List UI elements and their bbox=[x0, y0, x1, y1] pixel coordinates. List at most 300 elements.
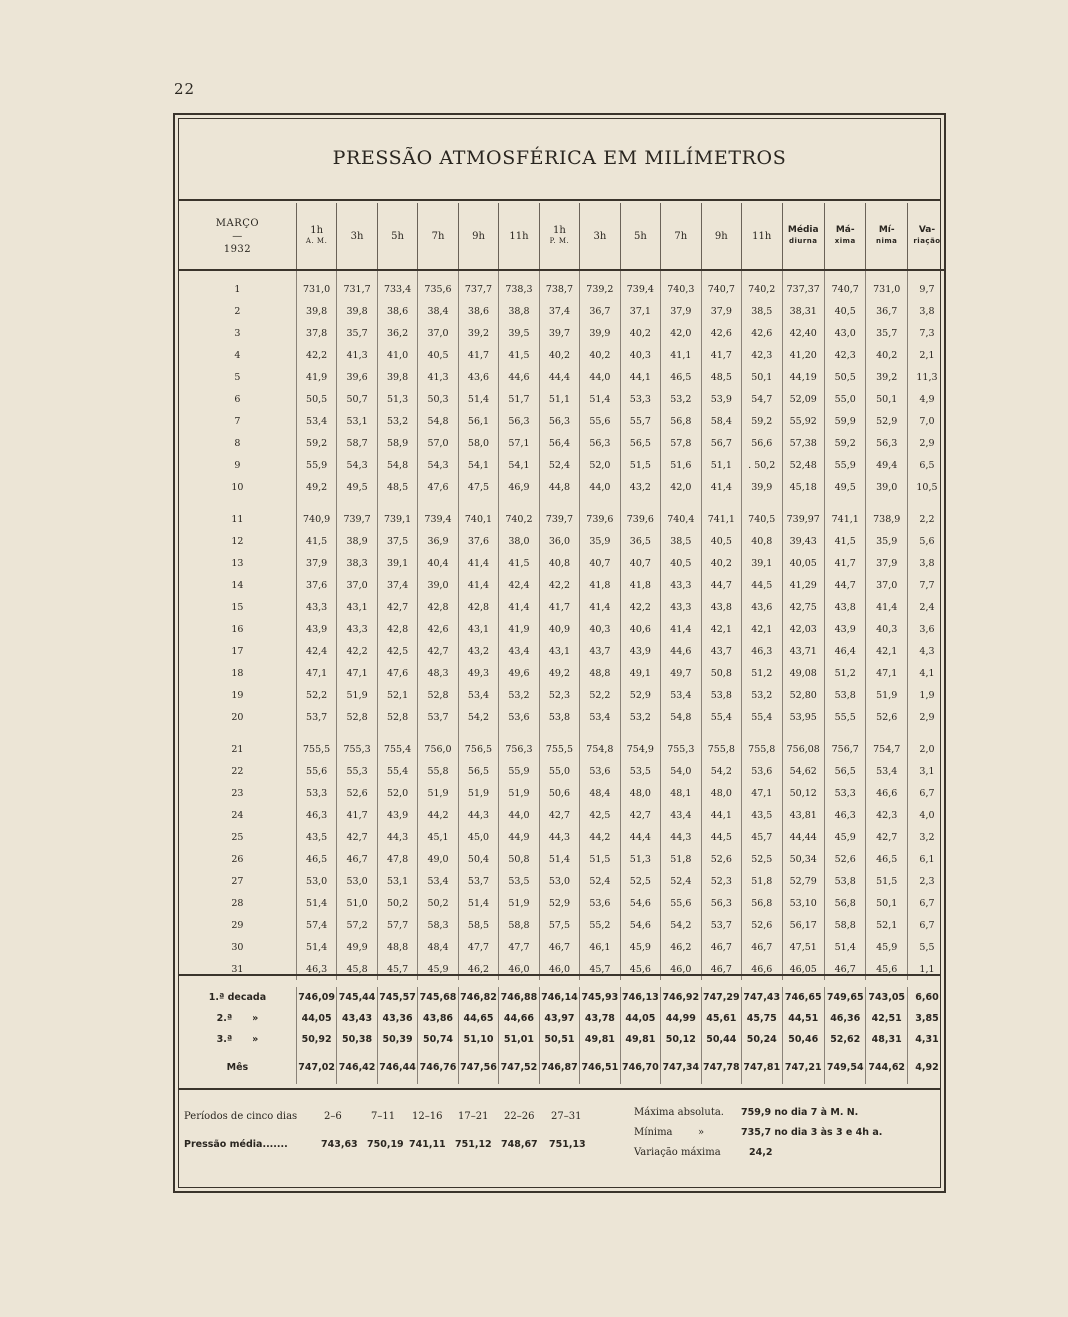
table-cell: 756,7 bbox=[824, 738, 865, 760]
table-cell: 50,1 bbox=[866, 892, 907, 914]
day-cell: 1 bbox=[234, 283, 241, 295]
column-header bbox=[620, 203, 660, 270]
table-cell: 39,0 bbox=[866, 476, 907, 498]
table-cell: 52,0 bbox=[377, 782, 417, 804]
table-cell: 44,44 bbox=[782, 826, 824, 848]
table-cell: 51,2 bbox=[742, 662, 782, 684]
table-row bbox=[179, 476, 946, 498]
spacer-cell bbox=[539, 728, 579, 738]
table-cell: 58,3 bbox=[418, 914, 458, 936]
summary-table bbox=[179, 987, 946, 1084]
table-cell: 53,4 bbox=[580, 706, 620, 728]
table-cell: 50,12 bbox=[782, 782, 824, 804]
day-cell: 15 bbox=[231, 601, 244, 613]
table-cell: 52,6 bbox=[742, 914, 782, 936]
table-cell: 2,3 bbox=[907, 870, 946, 892]
day-cell: 13 bbox=[231, 557, 244, 569]
summary-cell: 50,39 bbox=[377, 1029, 417, 1050]
spacer-cell bbox=[499, 270, 539, 278]
table-cell: 46,7 bbox=[701, 936, 741, 958]
table-cell: 754,8 bbox=[580, 738, 620, 760]
table-cell: 37,6 bbox=[296, 574, 336, 596]
spacer-cell bbox=[742, 270, 782, 278]
table-cell: 41,1 bbox=[661, 344, 701, 366]
table-row bbox=[179, 684, 946, 706]
table-cell: 54,1 bbox=[458, 454, 498, 476]
table-cell: 740,1 bbox=[458, 508, 498, 530]
table-cell: 50,5 bbox=[824, 366, 865, 388]
table-cell: 51,9 bbox=[337, 684, 377, 706]
table-cell: 51,0 bbox=[337, 892, 377, 914]
summary-cell: 746,14 bbox=[539, 987, 579, 1008]
table-cell: 43,9 bbox=[296, 618, 336, 640]
decade-summary-row bbox=[179, 1029, 946, 1050]
day-cell: 6 bbox=[234, 393, 241, 405]
table-cell: 57,4 bbox=[296, 914, 336, 936]
spacer-cell bbox=[580, 728, 620, 738]
spacer-cell bbox=[866, 498, 907, 508]
day-cell: 4 bbox=[234, 349, 241, 361]
table-cell: 59,2 bbox=[296, 432, 336, 454]
table-cell: 39,9 bbox=[742, 476, 782, 498]
column-header bbox=[824, 203, 865, 270]
column-header-sub: riação bbox=[913, 237, 941, 245]
column-header bbox=[377, 203, 417, 270]
table-cell: 52,9 bbox=[866, 410, 907, 432]
summary-cell: 746,65 bbox=[782, 987, 824, 1008]
table-cell: 40,2 bbox=[539, 344, 579, 366]
day-cell: 28 bbox=[231, 897, 244, 909]
day-cell: 18 bbox=[231, 667, 244, 679]
table-cell: 48,3 bbox=[418, 662, 458, 684]
summary-cell: 42,51 bbox=[866, 1008, 907, 1029]
table-cell: 42,6 bbox=[701, 322, 741, 344]
table-cell: 59,2 bbox=[742, 410, 782, 432]
max-abs-label: Máxima absoluta. bbox=[634, 1107, 724, 1118]
table-row bbox=[179, 936, 946, 958]
table-cell: 45,9 bbox=[824, 826, 865, 848]
day-cell: 19 bbox=[231, 689, 244, 701]
table-cell: 44,5 bbox=[701, 826, 741, 848]
table-cell: 43,1 bbox=[458, 618, 498, 640]
day-cell: 26 bbox=[231, 853, 244, 865]
table-cell: 42,4 bbox=[499, 574, 539, 596]
column-header-sub: A. M. bbox=[305, 237, 328, 245]
table-cell: 37,9 bbox=[866, 552, 907, 574]
table-cell: 739,6 bbox=[580, 508, 620, 530]
table-cell: 42,8 bbox=[458, 596, 498, 618]
table-cell: 46,05 bbox=[782, 958, 824, 980]
table-cell: 42,7 bbox=[866, 826, 907, 848]
table-cell: 53,8 bbox=[824, 684, 865, 706]
table-cell: 39,9 bbox=[580, 322, 620, 344]
table-cell: 44,0 bbox=[499, 804, 539, 826]
table-cell: 41,5 bbox=[824, 530, 865, 552]
table-cell: 51,4 bbox=[458, 892, 498, 914]
table-row bbox=[179, 322, 946, 344]
table-cell: 37,4 bbox=[539, 300, 579, 322]
decade-summary-row bbox=[179, 1008, 946, 1029]
table-cell: 44,3 bbox=[458, 804, 498, 826]
table-cell: 36,0 bbox=[539, 530, 579, 552]
column-header-label: 11h bbox=[509, 230, 529, 242]
summary-cell: 747,78 bbox=[701, 1050, 741, 1084]
table-cell: 40,3 bbox=[620, 344, 660, 366]
table-cell: 40,3 bbox=[866, 618, 907, 640]
table-cell: 46,7 bbox=[824, 958, 865, 980]
table-cell: 42,3 bbox=[742, 344, 782, 366]
table-cell: 51,4 bbox=[824, 936, 865, 958]
table-cell: 55,4 bbox=[742, 706, 782, 728]
table-cell: 55,2 bbox=[580, 914, 620, 936]
column-header-sub: diurna bbox=[788, 237, 818, 245]
table-cell: 38,4 bbox=[418, 300, 458, 322]
table-cell: 53,6 bbox=[580, 760, 620, 782]
table-cell: 41,5 bbox=[499, 552, 539, 574]
table-cell: 41,3 bbox=[418, 366, 458, 388]
table-cell: 48,1 bbox=[661, 782, 701, 804]
table-cell: 38,6 bbox=[458, 300, 498, 322]
table-cell: 43,3 bbox=[296, 596, 336, 618]
table-cell: 51,2 bbox=[824, 662, 865, 684]
table-cell: 43,6 bbox=[742, 596, 782, 618]
table-cell: 40,5 bbox=[824, 300, 865, 322]
table-cell: 46,2 bbox=[458, 958, 498, 980]
table-row bbox=[179, 826, 946, 848]
max-abs-value: 759,9 no dia 7 à M. N. bbox=[741, 1107, 859, 1118]
column-header bbox=[296, 203, 336, 270]
table-cell: 46,5 bbox=[866, 848, 907, 870]
table-cell: 51,4 bbox=[296, 892, 336, 914]
spacer-cell bbox=[620, 270, 660, 278]
table-cell: 52,1 bbox=[866, 914, 907, 936]
table-cell: 37,5 bbox=[377, 530, 417, 552]
column-header bbox=[539, 203, 579, 270]
min-label: Mínima » bbox=[634, 1127, 705, 1138]
table-cell: 44,9 bbox=[499, 826, 539, 848]
table-row bbox=[179, 552, 946, 574]
table-cell: 56,5 bbox=[620, 432, 660, 454]
table-cell: 39,43 bbox=[782, 530, 824, 552]
summary-cell: 44,51 bbox=[782, 1008, 824, 1029]
column-header bbox=[782, 203, 824, 270]
table-cell: 40,5 bbox=[418, 344, 458, 366]
table-cell: 47,51 bbox=[782, 936, 824, 958]
spacer-cell bbox=[742, 728, 782, 738]
var-value: 24,2 bbox=[749, 1147, 773, 1158]
pressure-label: Pressão média....... bbox=[184, 1139, 288, 1150]
table-row bbox=[179, 432, 946, 454]
table-cell: 58,4 bbox=[701, 410, 741, 432]
column-header bbox=[337, 203, 377, 270]
table-cell: 51,9 bbox=[418, 782, 458, 804]
summary-cell: 45,61 bbox=[701, 1008, 741, 1029]
column-header bbox=[661, 203, 701, 270]
table-cell: 51,4 bbox=[580, 388, 620, 410]
table-cell: 45,9 bbox=[418, 958, 458, 980]
table-cell: 56,5 bbox=[824, 760, 865, 782]
table-cell: 53,2 bbox=[742, 684, 782, 706]
table-cell: 51,9 bbox=[499, 892, 539, 914]
summary-cell: 747,02 bbox=[296, 1050, 336, 1084]
month-label: MARÇO bbox=[215, 217, 260, 229]
table-cell: 39,5 bbox=[499, 322, 539, 344]
table-cell: 51,4 bbox=[296, 936, 336, 958]
table-cell: 41,29 bbox=[782, 574, 824, 596]
table-cell: 49,2 bbox=[539, 662, 579, 684]
table-cell: 52,6 bbox=[824, 848, 865, 870]
table-cell: 55,8 bbox=[418, 760, 458, 782]
day-cell: 21 bbox=[231, 743, 244, 755]
table-cell: 755,8 bbox=[742, 738, 782, 760]
table-cell: 42,2 bbox=[296, 344, 336, 366]
table-cell: 40,9 bbox=[539, 618, 579, 640]
table-cell: 739,2 bbox=[580, 278, 620, 300]
table-cell: 2,9 bbox=[907, 432, 946, 454]
divider bbox=[179, 974, 940, 976]
spacer-cell bbox=[661, 270, 701, 278]
summary-cell: 747,52 bbox=[499, 1050, 539, 1084]
column-header-label: 9h bbox=[714, 230, 728, 242]
table-cell: 51,3 bbox=[620, 848, 660, 870]
table-frame-inner bbox=[178, 118, 941, 1188]
spacer-cell bbox=[539, 498, 579, 508]
table-cell: 45,9 bbox=[620, 936, 660, 958]
table-cell: 735,6 bbox=[418, 278, 458, 300]
summary-cell: 745,93 bbox=[580, 987, 620, 1008]
table-cell: 43,4 bbox=[499, 640, 539, 662]
table-cell: 42,40 bbox=[782, 322, 824, 344]
spacer-cell bbox=[866, 728, 907, 738]
table-cell: 41,5 bbox=[499, 344, 539, 366]
table-cell: 731,0 bbox=[296, 278, 336, 300]
table-cell: 42,7 bbox=[539, 804, 579, 826]
table-cell: 3,8 bbox=[907, 552, 946, 574]
table-cell: 46,7 bbox=[701, 958, 741, 980]
table-cell: 42,7 bbox=[377, 596, 417, 618]
period-pressure: 748,67 bbox=[501, 1139, 538, 1150]
table-cell: 46,2 bbox=[661, 936, 701, 958]
table-cell: 39,6 bbox=[337, 366, 377, 388]
day-cell: 24 bbox=[231, 809, 244, 821]
table-cell: 56,8 bbox=[661, 410, 701, 432]
summary-cell: 46,36 bbox=[824, 1008, 865, 1029]
table-cell: 35,7 bbox=[337, 322, 377, 344]
table-cell: 41,4 bbox=[866, 596, 907, 618]
table-cell: 51,4 bbox=[539, 848, 579, 870]
table-cell: 52,80 bbox=[782, 684, 824, 706]
spacer-cell bbox=[620, 728, 660, 738]
spacer-cell bbox=[824, 728, 865, 738]
divider bbox=[179, 199, 940, 201]
table-cell: 57,8 bbox=[661, 432, 701, 454]
table-row bbox=[179, 366, 946, 388]
summary-cell: 52,62 bbox=[824, 1029, 865, 1050]
spacer-cell bbox=[580, 270, 620, 278]
table-cell: 43,6 bbox=[458, 366, 498, 388]
summary-cell: 749,65 bbox=[824, 987, 865, 1008]
table-cell: 4,1 bbox=[907, 662, 946, 684]
table-cell: 56,8 bbox=[742, 892, 782, 914]
table-cell: 56,8 bbox=[824, 892, 865, 914]
table-cell: 56,4 bbox=[539, 432, 579, 454]
table-cell: 53,4 bbox=[866, 760, 907, 782]
column-header-sub: P. M. bbox=[549, 237, 570, 245]
table-cell: 739,7 bbox=[337, 508, 377, 530]
table-cell: 55,4 bbox=[377, 760, 417, 782]
table-cell: 51,5 bbox=[866, 870, 907, 892]
day-cell: 8 bbox=[234, 437, 241, 449]
table-cell: 44,2 bbox=[580, 826, 620, 848]
summary-label: 2.ª » bbox=[216, 1013, 259, 1024]
table-cell: 54,6 bbox=[620, 914, 660, 936]
period-range: 12–16 bbox=[412, 1111, 443, 1122]
table-cell: 43,7 bbox=[580, 640, 620, 662]
summary-cell: 43,43 bbox=[337, 1008, 377, 1029]
summary-cell: 45,75 bbox=[742, 1008, 782, 1029]
table-cell: 51,4 bbox=[458, 388, 498, 410]
table-cell: 44,0 bbox=[580, 476, 620, 498]
table-cell: 53,9 bbox=[701, 388, 741, 410]
table-cell: 48,8 bbox=[580, 662, 620, 684]
table-cell: 44,0 bbox=[580, 366, 620, 388]
table-cell: 53,8 bbox=[539, 706, 579, 728]
summary-cell: 6,60 bbox=[907, 987, 946, 1008]
table-cell: 52,48 bbox=[782, 454, 824, 476]
table-cell: 42,03 bbox=[782, 618, 824, 640]
table-cell: 52,6 bbox=[866, 706, 907, 728]
table-cell: 58,0 bbox=[458, 432, 498, 454]
table-cell: 55,92 bbox=[782, 410, 824, 432]
table-cell: 52,8 bbox=[337, 706, 377, 728]
table-cell: 52,2 bbox=[296, 684, 336, 706]
table-cell: 49,6 bbox=[499, 662, 539, 684]
spacer-cell bbox=[499, 728, 539, 738]
table-cell: 45,18 bbox=[782, 476, 824, 498]
table-cell: 53,7 bbox=[458, 870, 498, 892]
table-cell: 43,3 bbox=[661, 574, 701, 596]
table-cell: 41,4 bbox=[458, 574, 498, 596]
table-cell: 39,2 bbox=[458, 322, 498, 344]
summary-body bbox=[179, 987, 946, 1084]
table-cell: 47,7 bbox=[458, 936, 498, 958]
table-cell: 40,8 bbox=[539, 552, 579, 574]
summary-cell: 746,70 bbox=[620, 1050, 660, 1084]
table-cell: 47,1 bbox=[742, 782, 782, 804]
table-cell: 756,3 bbox=[499, 738, 539, 760]
table-cell: 54,3 bbox=[418, 454, 458, 476]
table-cell: 41,4 bbox=[661, 618, 701, 640]
table-cell: 50,6 bbox=[539, 782, 579, 804]
table-cell: 48,5 bbox=[701, 366, 741, 388]
table-cell: 46,6 bbox=[866, 782, 907, 804]
table-cell: 39,1 bbox=[742, 552, 782, 574]
table-cell: 755,4 bbox=[377, 738, 417, 760]
spacer-cell bbox=[742, 498, 782, 508]
table-cell: 43,3 bbox=[337, 618, 377, 640]
column-header-label: 7h bbox=[674, 230, 688, 242]
table-cell: 42,4 bbox=[296, 640, 336, 662]
table-cell: 42,0 bbox=[661, 476, 701, 498]
table-cell: 45,1 bbox=[418, 826, 458, 848]
table-cell: 46,7 bbox=[539, 936, 579, 958]
table-cell: 43,9 bbox=[824, 618, 865, 640]
table-cell: 46,3 bbox=[824, 804, 865, 826]
month-dash: — bbox=[232, 230, 243, 242]
table-cell: 57,7 bbox=[377, 914, 417, 936]
summary-cell: 51,10 bbox=[458, 1029, 498, 1050]
summary-cell: 745,57 bbox=[377, 987, 417, 1008]
table-cell: 52,9 bbox=[620, 684, 660, 706]
table-cell: 3,2 bbox=[907, 826, 946, 848]
table-cell: 739,97 bbox=[782, 508, 824, 530]
table-cell: 50,2 bbox=[377, 892, 417, 914]
spacer-cell bbox=[782, 498, 824, 508]
table-cell: 41,4 bbox=[458, 552, 498, 574]
table-cell: 40,2 bbox=[701, 552, 741, 574]
table-cell: 53,0 bbox=[337, 870, 377, 892]
table-cell: 51,8 bbox=[661, 848, 701, 870]
table-cell: 37,0 bbox=[337, 574, 377, 596]
table-cell: 6,1 bbox=[907, 848, 946, 870]
summary-cell: 747,29 bbox=[701, 987, 741, 1008]
table-cell: 55,3 bbox=[337, 760, 377, 782]
table-header-row bbox=[179, 203, 946, 270]
table-cell: 739,1 bbox=[377, 508, 417, 530]
table-cell: 35,7 bbox=[866, 322, 907, 344]
table-cell: 56,3 bbox=[580, 432, 620, 454]
summary-cell: 746,76 bbox=[418, 1050, 458, 1084]
table-cell: 37,0 bbox=[866, 574, 907, 596]
table-cell: 755,8 bbox=[701, 738, 741, 760]
table-cell: 52,6 bbox=[701, 848, 741, 870]
table-cell: 44,4 bbox=[539, 366, 579, 388]
table-cell: 52,0 bbox=[580, 454, 620, 476]
spacer-cell bbox=[179, 270, 296, 278]
table-cell: 51,1 bbox=[701, 454, 741, 476]
table-cell: 44,6 bbox=[499, 366, 539, 388]
table-cell: 54,62 bbox=[782, 760, 824, 782]
summary-cell: 49,81 bbox=[580, 1029, 620, 1050]
table-cell: 39,8 bbox=[377, 366, 417, 388]
table-cell: 52,3 bbox=[539, 684, 579, 706]
spacer-cell bbox=[866, 270, 907, 278]
summary-cell: 44,05 bbox=[620, 1008, 660, 1029]
table-cell: 44,3 bbox=[661, 826, 701, 848]
table-cell: 11,3 bbox=[907, 366, 946, 388]
table-cell: 738,9 bbox=[866, 508, 907, 530]
spacer-cell bbox=[337, 498, 377, 508]
day-cell: 20 bbox=[231, 711, 244, 723]
table-cell: 41,0 bbox=[377, 344, 417, 366]
table-cell: 38,9 bbox=[337, 530, 377, 552]
spacer-cell bbox=[907, 270, 946, 278]
table-cell: 741,1 bbox=[701, 508, 741, 530]
table-cell: 42,2 bbox=[539, 574, 579, 596]
table-cell: 56,3 bbox=[539, 410, 579, 432]
column-header-label: Va- bbox=[918, 225, 936, 235]
table-cell: 54,0 bbox=[661, 760, 701, 782]
month-header bbox=[179, 203, 296, 270]
table-cell: 39,7 bbox=[539, 322, 579, 344]
summary-cell: 44,66 bbox=[499, 1008, 539, 1029]
table-cell: 54,2 bbox=[661, 914, 701, 936]
table-cell: 54,6 bbox=[620, 892, 660, 914]
table-cell: 45,7 bbox=[580, 958, 620, 980]
table-cell: 49,9 bbox=[337, 936, 377, 958]
table-cell: 52,4 bbox=[580, 870, 620, 892]
table-cell: 38,6 bbox=[377, 300, 417, 322]
